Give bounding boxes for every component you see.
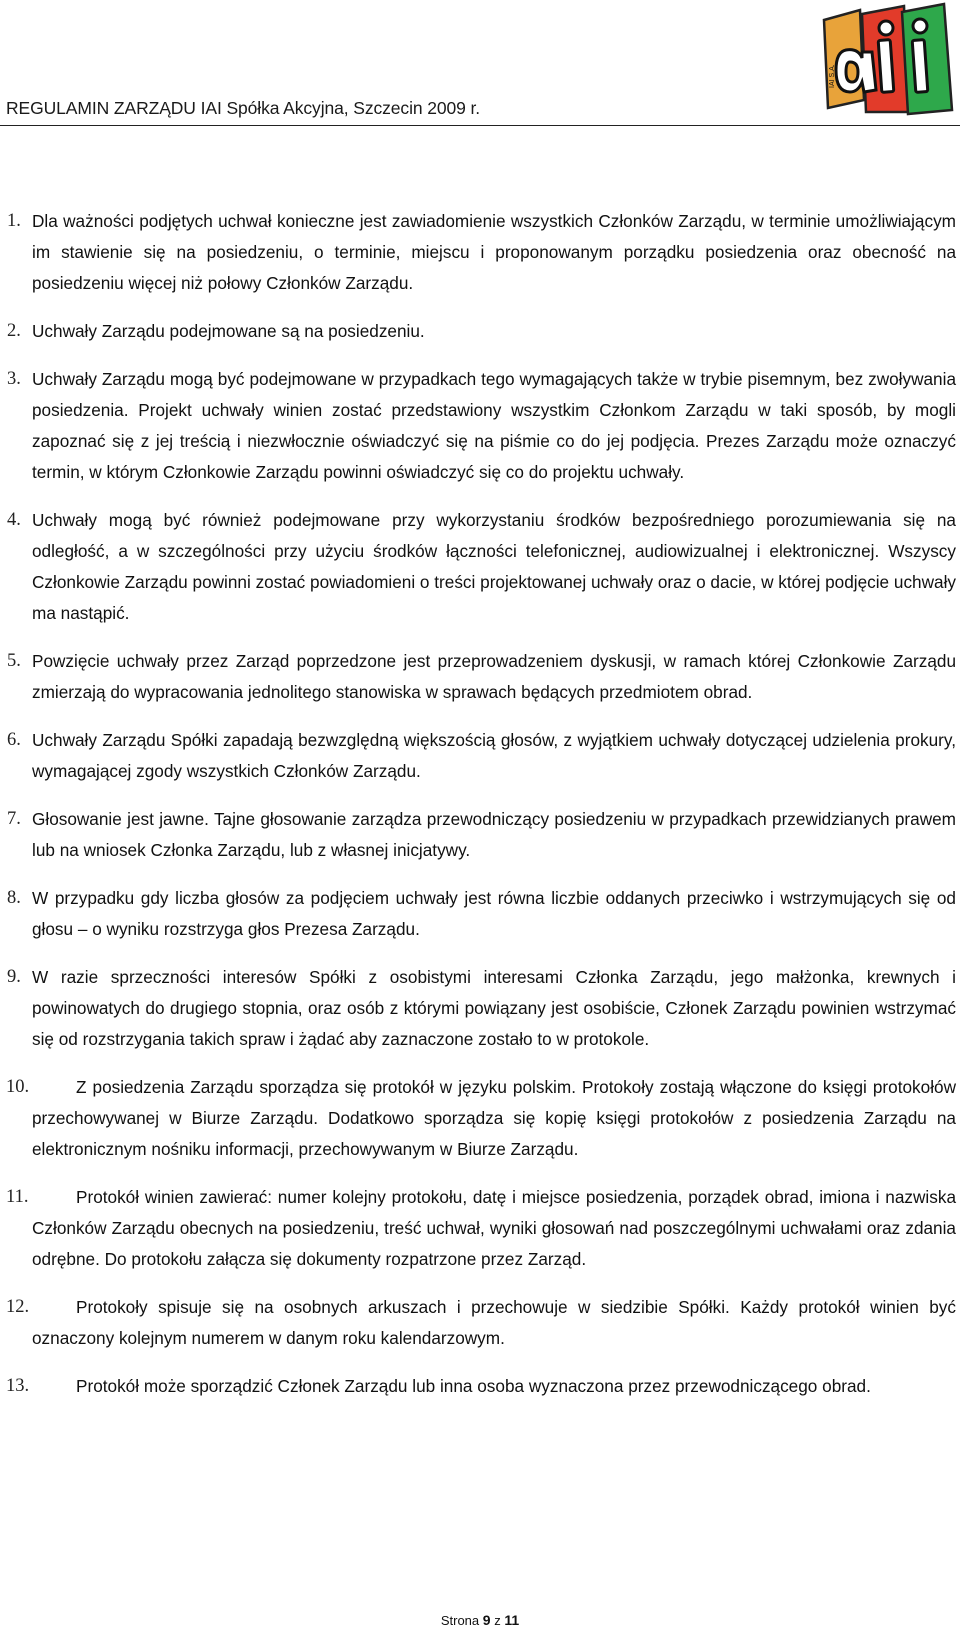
item-number: 9.	[7, 967, 21, 987]
item-text: Uchwały mogą być również podejmowane przy wykorzystaniu środków bezpośredniego porozumiewania się na odległość, a w szczególności przy użyciu środków łączności telefonicznej, audiowizualnej i elektronicznej. Wszyscy Członkowie Zarządu powinni zostać powiadomieni o treści projektowanej uchwały oraz o dacie, w której podjęcie uchwały ma nastąpić.	[32, 510, 956, 623]
item-number: 11.	[6, 1187, 29, 1207]
total-pages: 11	[504, 1612, 520, 1628]
item-number: 4.	[7, 510, 21, 530]
item-number: 6.	[7, 730, 21, 750]
list-item	[6, 1072, 956, 1165]
item-number: 3.	[7, 369, 21, 389]
item-text: Uchwały Zarządu podejmowane są na posiedzeniu.	[32, 321, 425, 341]
item-text: Dla ważności podjętych uchwał konieczne jest zawiadomienie wszystkich Członków Zarządu, w terminie umożliwiającym im stawienie się na posiedzeniu, o terminie, miejscu i proponowanym porządku posiedzenia oraz obecność na posiedzeniu więcej niż połowy Członków Zarządu.	[32, 211, 956, 293]
item-number: 7.	[7, 809, 21, 829]
list-item	[6, 1182, 956, 1275]
item-text: Uchwały Zarządu mogą być podejmowane w przypadkach tego wymagających także w trybie pisemnym, bez zwoływania posiedzenia. Projekt uchwały winien zostać przedstawiony wszystkim Członkom Zarządu w taki sposób, by mogli zapoznać się z jej treścią i niezwłocznie oświadczyć się na piśmie co do jej podjęcia. Prezes Zarządu może oznaczyć termin, w którym Członkowie Zarządu powinni oświadczyć się co do projektu uchwały.	[32, 369, 956, 482]
item-text: Protokoły spisuje się na osobnych arkuszach i przechowuje w siedzibie Spółki. Każdy protokół winien być oznaczony kolejnym numerem w danym roku kalendarzowym.	[32, 1297, 956, 1348]
item-text: Uchwały Zarządu Spółki zapadają bezwzględną większością głosów, z wyjątkiem uchwały dotyczącej udzielenia prokury, wymagającej zgody wszystkich Członków Zarządu.	[32, 730, 956, 781]
document-body	[6, 206, 956, 1402]
item-number: 13.	[6, 1376, 30, 1396]
item-number: 2.	[7, 321, 21, 341]
item-number: 5.	[7, 651, 21, 671]
item-text: Powzięcie uchwały przez Zarząd poprzedzone jest przeprowadzeniem dyskusji, w ramach której Członkowie Zarządu zmierzają do wypracowania jednolitego stanowiska w sprawach będących przedmiotem obrad.	[32, 651, 956, 702]
logo-side-text: IAI S.A.	[829, 64, 836, 88]
item-number: 10.	[6, 1077, 30, 1097]
item-text: Głosowanie jest jawne. Tajne głosowanie zarządza przewodniczący posiedzeniu w przypadkach przewidzianych prawem lub na wniosek Członka Zarządu, lub z własnej inicjatywy.	[32, 809, 956, 860]
item-number: 1.	[7, 211, 21, 231]
list-item	[6, 1292, 956, 1354]
list-item	[6, 1371, 956, 1402]
item-text: W razie sprzeczności interesów Spółki z osobistymi interesami Członka Zarządu, jego małżonka, krewnych i powinowatych do drugiego stopnia, oraz osób z którymi powiązany jest osobiście, Członek Zarządu powinien wstrzymać się od rozstrzygania takich spraw i żądać aby zaznaczone zostało to w protokole.	[32, 967, 956, 1049]
current-page: 9	[482, 1612, 491, 1628]
document-title: REGULAMIN ZARZĄDU IAI Spółka Akcyjna, Szczecin 2009 r.	[6, 98, 481, 118]
item-number: 12.	[6, 1297, 30, 1317]
page-footer	[0, 1612, 960, 1628]
list-item	[7, 804, 956, 866]
list-item	[7, 725, 956, 787]
page-label: Strona	[440, 1613, 480, 1628]
item-text: W przypadku gdy liczba głosów za podjęciem uchwały jest równa liczbie oddanych przeciwko i wstrzymujących się od głosu – o wyniku rozstrzyga głos Prezesa Zarządu.	[32, 888, 956, 939]
list-item	[7, 962, 956, 1055]
list-item	[7, 364, 956, 488]
iai-logo-icon	[812, 0, 960, 122]
list-item	[7, 316, 956, 347]
list-item	[7, 206, 956, 299]
item-text: Z posiedzenia Zarządu sporządza się protokół w języku polskim. Protokoły zostają włączone do księgi protokołów przechowywanej w Biurze Zarządu. Dodatkowo sporządza się kopię księgi protokołów z posiedzenia Zarządu na elektronicznym nośniku informacji, przechowywanym w Biurze Zarządu.	[32, 1077, 956, 1159]
item-text: Protokół winien zawierać: numer kolejny protokołu, datę i miejsce posiedzenia, porządek obrad, imiona i nazwiska Członków Zarządu obecnych na posiedzeniu, treść uchwał, wyniki głosowań nad poszczególnymi uchwałami oraz zdania odrębne. Do protokołu załącza się dokumenty rozpatrzone przez Zarząd.	[32, 1187, 956, 1269]
header-divider	[0, 125, 960, 126]
page-header	[0, 0, 960, 130]
item-text: Protokół może sporządzić Członek Zarządu lub inna osoba wyznaczona przez przewodniczącego obrad.	[76, 1376, 871, 1396]
item-number: 8.	[7, 888, 21, 908]
page-separator: z	[494, 1613, 501, 1628]
list-item	[7, 646, 956, 708]
list-item	[7, 883, 956, 945]
list-item	[7, 505, 956, 629]
